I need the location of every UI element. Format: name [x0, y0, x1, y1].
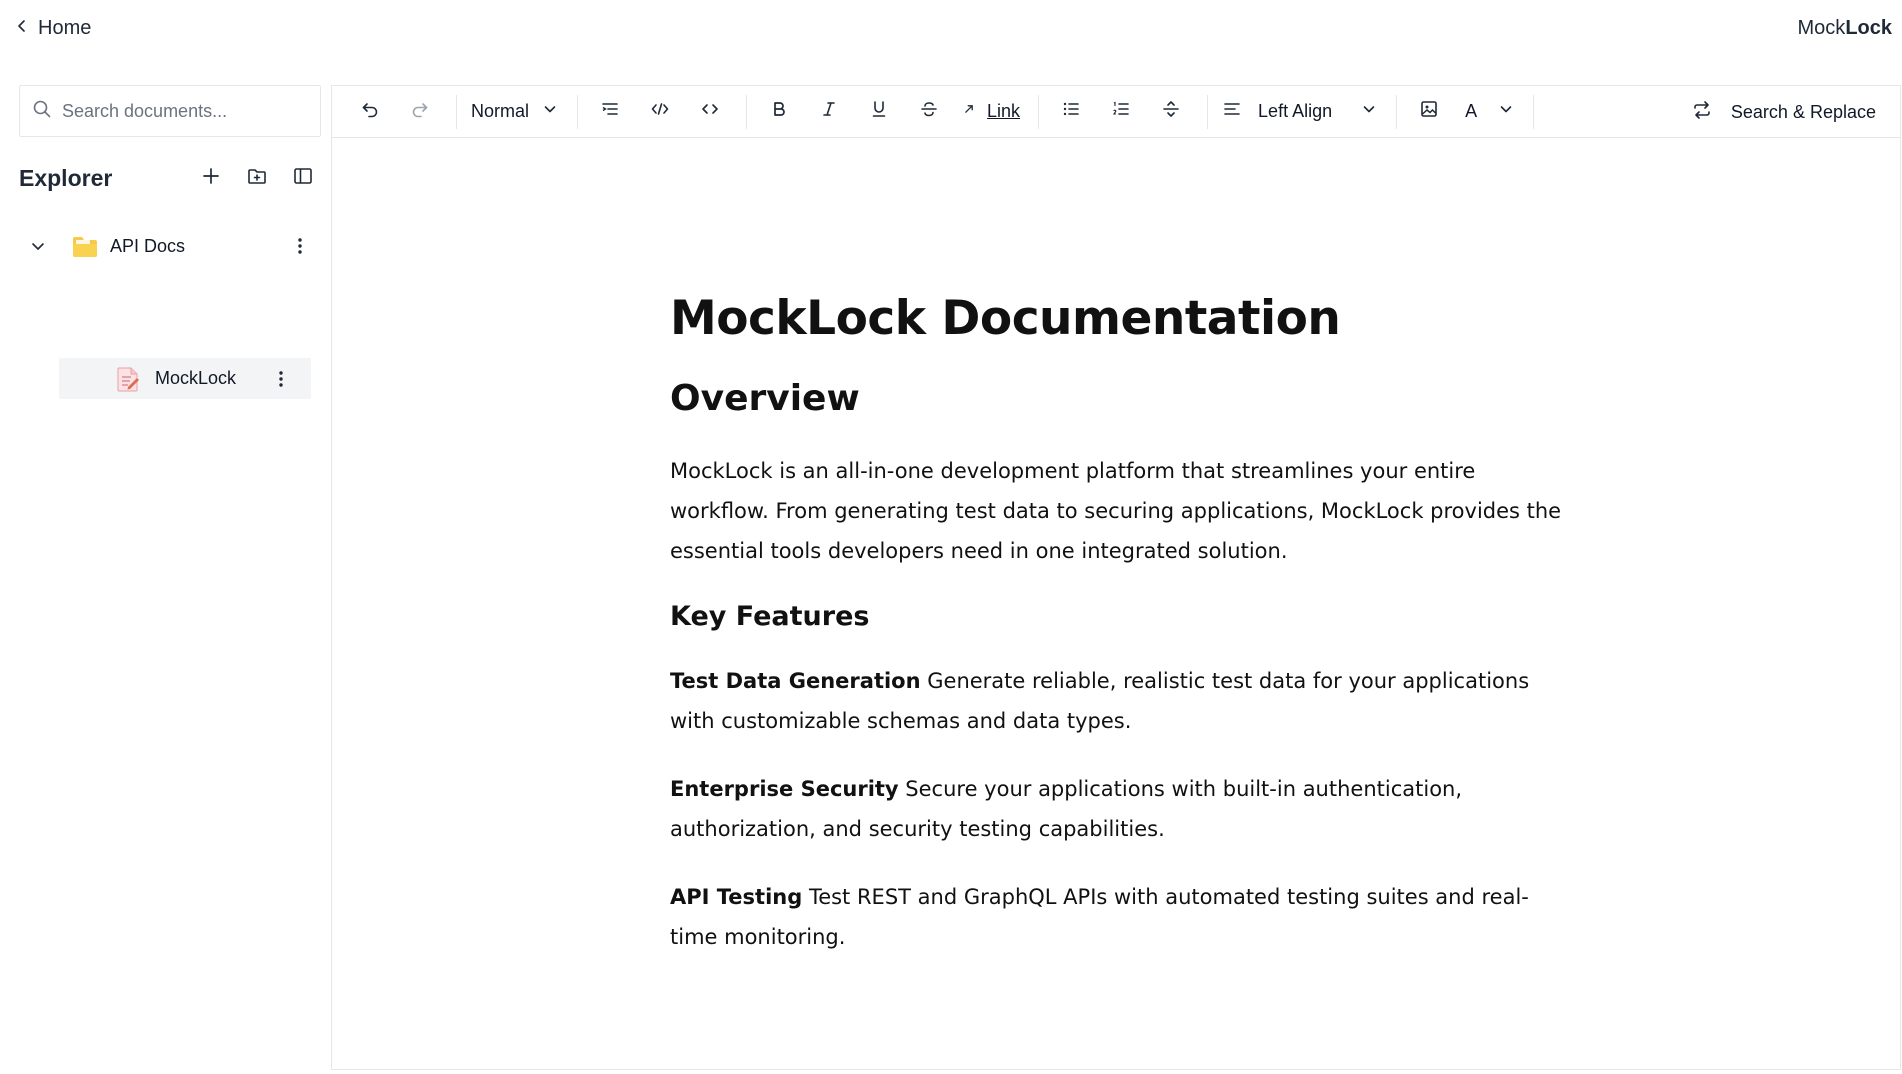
- block-type-select[interactable]: [471, 100, 559, 123]
- chevron-down-icon[interactable]: [28, 236, 48, 256]
- toolbar-divider: [1207, 95, 1208, 129]
- explorer-header: [19, 160, 321, 196]
- horizontal-rule-button[interactable]: [1153, 94, 1189, 130]
- feature-description: Generate reliable, realistic test data for your applications with customizable schemas and data types.: [670, 668, 1530, 733]
- feature-paragraph: [670, 769, 1570, 849]
- top-bar: [0, 0, 1902, 60]
- code-slash-icon: [650, 99, 670, 124]
- image-icon: [1419, 99, 1439, 124]
- tree-file-label: MockLock: [155, 368, 237, 388]
- undo-icon: [360, 99, 380, 124]
- folder-icon: [70, 231, 100, 261]
- strikethrough-icon: [919, 99, 939, 124]
- folder-plus-icon: [246, 165, 268, 192]
- bold-button[interactable]: [761, 94, 797, 130]
- block-type-label: Normal: [471, 101, 530, 121]
- tree-file-mocklock[interactable]: [59, 358, 311, 399]
- search-replace-label: Search & Replace: [1730, 101, 1876, 122]
- editor-panel: [331, 85, 1901, 1070]
- feature-paragraph: [670, 877, 1570, 957]
- toolbar-divider: [1396, 95, 1397, 129]
- search-documents-input[interactable]: [62, 101, 312, 122]
- list-indent-icon: [600, 99, 620, 124]
- redo-icon: [410, 99, 430, 124]
- underline-button[interactable]: [861, 94, 897, 130]
- toolbar-divider: [1038, 95, 1039, 129]
- brand-logo: MockLock: [1797, 17, 1892, 39]
- overview-paragraph: MockLock is an all-in-one development platform that streamlines your entire workflow. From generating test data to securing applications, MockLock provides the essential tools developers need in one integrated solution.: [670, 458, 1562, 563]
- alignment-select[interactable]: [1222, 99, 1378, 124]
- italic-icon: [819, 99, 839, 124]
- inline-code-button[interactable]: [692, 94, 728, 130]
- bullet-list-button[interactable]: [1053, 94, 1089, 130]
- underline-icon: [869, 99, 889, 124]
- bold-icon: [769, 99, 789, 124]
- sidebar: [0, 60, 330, 1074]
- explorer-title: Explorer: [19, 164, 113, 191]
- numbered-list-icon: [1111, 99, 1131, 124]
- feature-paragraph: [670, 661, 1570, 741]
- link-button[interactable]: [961, 94, 1020, 130]
- overview-heading: Overview: [670, 378, 860, 420]
- code-block-button[interactable]: [642, 94, 678, 130]
- divider-icon: [1161, 99, 1181, 124]
- search-replace-button[interactable]: [1691, 94, 1876, 130]
- feature-description: Test REST and GraphQL APIs with automated testing suites and real-time monitoring.: [670, 884, 1529, 949]
- key-features-heading: Key Features: [670, 600, 870, 632]
- toolbar-divider: [1533, 95, 1534, 129]
- document-memo-icon: [115, 365, 141, 393]
- chevron-down-icon: [1360, 100, 1378, 123]
- feature-description: Secure your applications with built-in authentication, authorization, and security testing capabilities.: [670, 776, 1463, 841]
- repeat-arrows-icon: [1691, 99, 1713, 126]
- toolbar-divider: [456, 95, 457, 129]
- align-left-icon: [1222, 99, 1242, 124]
- toggle-sidebar-button[interactable]: [291, 166, 315, 190]
- plus-icon: [200, 165, 222, 192]
- home-link[interactable]: [14, 17, 91, 40]
- strikethrough-button[interactable]: [911, 94, 947, 130]
- link-label: Link: [987, 101, 1021, 121]
- alignment-label: Left Align: [1258, 101, 1333, 121]
- toolbar-divider: [746, 95, 747, 129]
- chevron-down-icon: [1497, 100, 1515, 123]
- redo-button[interactable]: [402, 94, 438, 130]
- new-document-button[interactable]: [199, 166, 223, 190]
- arrow-up-right-icon: [961, 101, 977, 122]
- tree-folder-label: API Docs: [110, 235, 186, 256]
- feature-name: API Testing: [670, 884, 803, 909]
- code-icon: [700, 99, 720, 124]
- editor-toolbar: [332, 86, 1900, 138]
- bullet-list-icon: [1061, 99, 1081, 124]
- search-icon: [32, 99, 52, 124]
- feature-name: Enterprise Security: [670, 776, 899, 801]
- toolbar-divider: [577, 95, 578, 129]
- document-title: MockLock Documentation: [670, 291, 1341, 346]
- document-content[interactable]: [670, 291, 1570, 957]
- numbered-list-button[interactable]: [1103, 94, 1139, 130]
- chevron-down-icon: [541, 100, 559, 123]
- new-folder-button[interactable]: [245, 166, 269, 190]
- folder-more-options-button[interactable]: [290, 234, 310, 258]
- undo-button[interactable]: [352, 94, 388, 130]
- indent-list-button[interactable]: [592, 94, 628, 130]
- home-label: Home: [38, 17, 92, 39]
- font-color-select[interactable]: [1465, 100, 1515, 123]
- file-more-options-button[interactable]: [271, 367, 291, 391]
- sidebar-panel-icon: [292, 165, 314, 192]
- font-color-label: A: [1465, 101, 1478, 121]
- insert-image-button[interactable]: [1411, 94, 1447, 130]
- tree-folder-api-docs[interactable]: [28, 226, 310, 266]
- feature-name: Test Data Generation: [670, 668, 921, 693]
- search-box: [19, 85, 321, 137]
- chevron-left-icon: [14, 17, 30, 40]
- italic-button[interactable]: [811, 94, 847, 130]
